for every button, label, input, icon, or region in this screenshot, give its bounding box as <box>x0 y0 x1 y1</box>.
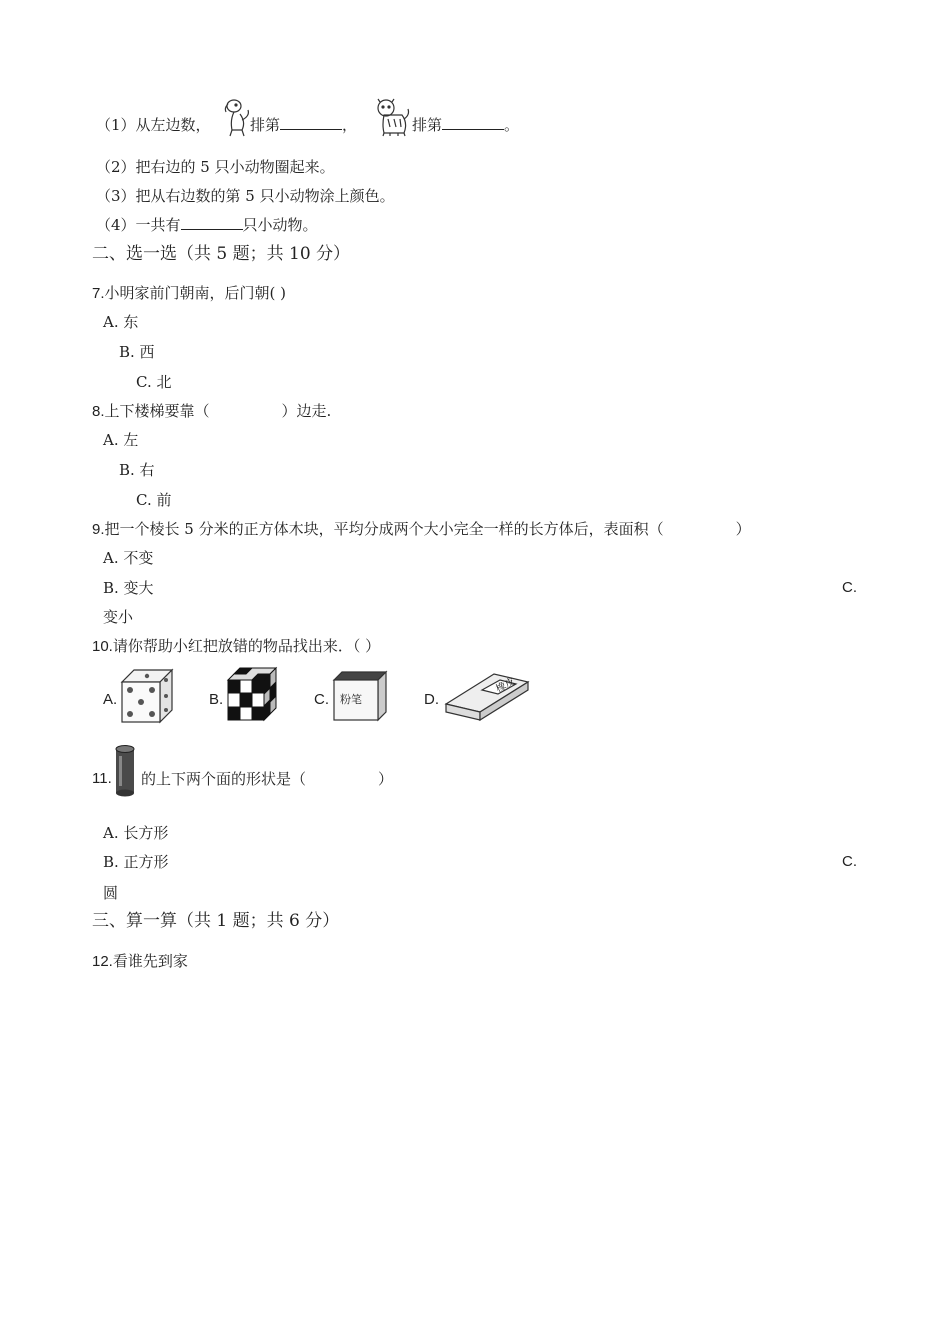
option-b[interactable]: B. 正方形 <box>103 853 169 871</box>
question-number: 9. <box>92 521 105 538</box>
question-number: 7. <box>92 285 105 302</box>
q1-line <box>96 115 211 135</box>
q4-line <box>96 215 318 235</box>
q1-end: 。 <box>504 116 520 134</box>
option-d[interactable]: D. <box>424 691 439 708</box>
eraser-label: 橡皮 <box>494 676 518 696</box>
option-c-label[interactable]: C. <box>842 853 857 870</box>
option-c-label[interactable]: C. <box>842 579 857 596</box>
rubiks-cube-icon <box>224 664 280 722</box>
dog-icon <box>220 96 252 138</box>
question-number: 12. <box>92 953 113 970</box>
q3-text: （3）把从右边数的第 5 只小动物涂上颜色。 <box>96 187 395 205</box>
q1-mid: ， <box>342 116 358 134</box>
option-b[interactable]: B. 西 <box>119 343 155 361</box>
option-b[interactable]: B. 右 <box>119 461 155 479</box>
question-10 <box>92 636 380 657</box>
dice-icon <box>118 666 176 724</box>
question-text-end: ） <box>735 520 751 538</box>
answer-blank[interactable] <box>280 115 342 130</box>
q1-rank-a: 排第 <box>250 116 281 134</box>
option-a[interactable]: A. 东 <box>103 313 139 331</box>
eraser-icon <box>442 668 532 722</box>
question-number: 11. <box>92 770 112 787</box>
question-text: 小明家前门朝南，后门朝( ) <box>104 284 286 302</box>
question-7 <box>92 283 286 304</box>
option-a[interactable]: A. 左 <box>103 431 139 449</box>
option-c[interactable]: C. <box>314 691 329 708</box>
chalk-box-label: 粉笔 <box>340 693 362 706</box>
answer-blank[interactable] <box>181 215 243 230</box>
option-c-text[interactable]: 变小 <box>103 608 134 626</box>
q4-suffix: 只小动物。 <box>242 216 318 234</box>
question-text: 的上下两个面的形状是（ <box>141 770 307 788</box>
option-b[interactable]: B. 变大 <box>103 579 154 597</box>
option-a[interactable]: A. <box>103 691 118 708</box>
option-a[interactable]: A. 长方形 <box>103 824 169 842</box>
option-a[interactable]: A. 不变 <box>103 549 154 567</box>
question-number: 10. <box>92 638 113 655</box>
option-c[interactable]: C. 北 <box>136 373 172 391</box>
cylinder-icon <box>114 744 136 798</box>
question-12 <box>92 951 188 972</box>
q2-text: （2）把右边的 5 只小动物圈起来。 <box>96 158 335 176</box>
question-9 <box>92 519 751 540</box>
question-text: 上下楼梯要靠（ <box>104 402 210 420</box>
question-number: 8. <box>92 403 105 420</box>
section-heading: 二、选一选（共 5 题；共 10 分） <box>92 244 351 264</box>
option-c[interactable]: C. 前 <box>136 491 172 509</box>
q1-rank-b: 排第 <box>412 116 443 134</box>
question-11 <box>141 769 393 789</box>
question-8 <box>92 401 331 422</box>
q4-prefix: （4）一共有 <box>96 216 181 234</box>
answer-blank[interactable] <box>442 115 504 130</box>
tiger-icon <box>374 97 412 137</box>
question-text-end: ） <box>378 770 394 788</box>
q1-prefix: （1）从左边数， <box>96 116 211 134</box>
question-text: 看谁先到家 <box>112 952 188 970</box>
question-text: 请你帮助小红把放错的物品找出来．（ ） <box>112 637 381 655</box>
question-text: 把一个棱长 5 分米的正方体木块，平均分成两个大小完全一样的长方体后，表面积（ <box>104 520 664 538</box>
section-heading: 三、算一算（共 1 题；共 6 分） <box>92 911 340 931</box>
question-text-end: ）边走. <box>281 402 332 420</box>
option-b[interactable]: B. <box>209 691 224 708</box>
option-c-text[interactable]: 圆 <box>103 884 119 902</box>
